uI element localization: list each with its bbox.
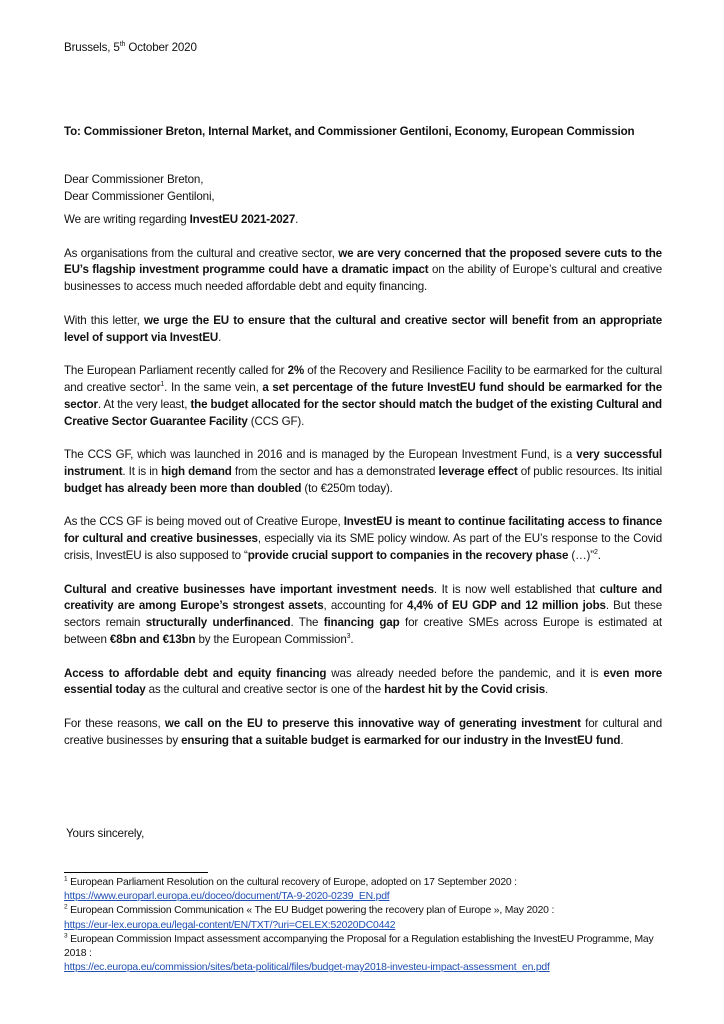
text: .	[295, 213, 299, 226]
bold-text: hardest hit by the Covid crisis	[384, 683, 545, 697]
text: . It is in	[122, 464, 162, 478]
paragraph-investeu-role	[64, 514, 662, 564]
text: (CCS GF).	[247, 414, 305, 428]
paragraph-access-financing	[64, 666, 662, 700]
bold-text: we are very concerned that the proposed severe cuts to the EU’s flagship investment programme could have a dramatic impact	[64, 246, 662, 277]
text: of the Recovery and Resilience Facility to be earmarked for the cultural and creative sector	[64, 364, 662, 394]
text: With this letter,	[64, 313, 144, 327]
text: of public resources. Its initial	[517, 464, 662, 478]
text: . At the very least,	[97, 397, 191, 411]
footnote-3	[64, 933, 662, 976]
date-ordinal: th	[119, 41, 126, 49]
text: .	[620, 733, 624, 747]
footnote-separator	[64, 872, 208, 873]
footnote-ref-3[interactable]: 3	[346, 633, 351, 641]
text: .	[545, 683, 549, 697]
text: was already needed before the pandemic, and it is	[326, 666, 604, 680]
footnote-ref-2[interactable]: 2	[593, 549, 598, 557]
footnote-2	[64, 904, 662, 932]
bold-text: budget has already been more than doubled	[64, 481, 302, 495]
footnote-text: European Parliament Resolution on the cultural recovery of Europe, adopted on 17 September 2020 :	[67, 877, 517, 888]
text: As the CCS GF is being moved out of Creative Europe,	[64, 515, 344, 529]
footnote-number: 2	[64, 903, 68, 911]
date-text-suffix: October 2020	[125, 41, 197, 54]
footnote-ref-1[interactable]: 1	[160, 381, 165, 389]
bold-text: financing gap	[323, 616, 400, 630]
footnote-link[interactable]: https://ec.europa.eu/commission/sites/beta-political/files/budget-may2018-investeu-impact-assessment_en.pdf	[64, 962, 550, 974]
bold-text: 4,4% of EU GDP and 12 million jobs	[407, 599, 606, 613]
footnote-text: European Commission Impact assessment accompanying the Proposal for a Regulation establishing the InvestEU Programme, May 2018 :	[64, 933, 654, 960]
bold-text: high demand	[161, 464, 232, 478]
text: from the sector and has a demonstrated	[231, 464, 439, 478]
text: As organisations from the cultural and creative sector,	[64, 246, 339, 260]
salutation-line-2: Dear Commissioner Gentiloni,	[64, 189, 215, 203]
paragraph-parliament	[64, 363, 662, 430]
footnotes	[64, 876, 662, 975]
text: by the European Commission	[195, 632, 347, 646]
text: . But these sectors remain	[64, 599, 662, 630]
text: (to €250m today).	[301, 481, 393, 495]
text: . In the same vein,	[164, 380, 263, 394]
paragraph-investment-needs	[64, 582, 662, 649]
text: .	[350, 632, 354, 646]
text: . It is now well established that	[433, 582, 600, 596]
text: , especially via its SME policy window. As part of the EU’s response to the Covid crisis, InvestEU is also supposed to “	[64, 532, 663, 562]
text: We are writing regarding	[64, 213, 190, 226]
text: (…)”	[568, 548, 594, 562]
footnote-text: European Commission Communication « The EU Budget powering the recovery plan of Europe », May 2020 :	[67, 905, 555, 917]
text: .	[597, 548, 601, 562]
bold-text: Cultural and creative businesses have important investment needs	[64, 582, 434, 596]
text: , accounting for	[323, 599, 408, 613]
closing: Yours sincerely,	[66, 827, 145, 840]
letter-body	[64, 212, 662, 766]
text: .	[218, 330, 222, 344]
bold-text: 2%	[287, 364, 305, 378]
paragraph-ccs-gf	[64, 447, 662, 497]
text: on the ability of Europe’s cultural and creative businesses to access much needed affordable debt and equity financing.	[64, 263, 662, 294]
bold-text: we urge the EU to ensure that the cultural and creative sector will benefit from an appropriate level of support via InvestEU	[64, 313, 662, 344]
bold-text: the budget allocated for the sector should match the budget of the existing Cultural and Creative Sector Guarantee Facility	[64, 397, 662, 428]
text: as the cultural and creative sector is one of the	[145, 683, 385, 697]
bold-text: InvestEU 2021-2027	[189, 213, 296, 226]
text: for cultural and creative businesses by	[64, 716, 662, 747]
salutation-line-1: Dear Commissioner Breton,	[64, 173, 204, 186]
bold-text: InvestEU is meant to continue facilitating access to finance for cultural and creative businesses	[64, 515, 662, 546]
paragraph-urge	[64, 313, 662, 347]
bold-text: even more essential today	[64, 666, 662, 697]
bold-text: Access to affordable debt and equity financing	[64, 666, 327, 680]
text: . The	[290, 616, 324, 630]
bold-text: very successful instrument	[64, 448, 663, 478]
bold-text: we call on the EU to preserve this innovative way of generating investment	[164, 716, 581, 730]
footnote-link[interactable]: https://www.europarl.europa.eu/doceo/document/TA-9-2020-0239_EN.pdf	[64, 891, 390, 903]
bold-text: provide crucial support to companies in the recovery phase	[247, 548, 569, 562]
recipient-text: To: Commissioner Breton, Internal Market, and Commissioner Gentiloni, Economy, European Commission	[64, 125, 635, 138]
footnote-1	[64, 876, 662, 904]
footnote-number: 1	[64, 875, 68, 883]
recipient-line	[64, 124, 662, 141]
paragraph-subject	[64, 212, 662, 229]
paragraph-call-to-action	[64, 716, 662, 750]
text: for creative SMEs across Europe is estimated at between	[64, 616, 662, 646]
bold-text: structurally underfinanced	[145, 616, 291, 630]
bold-text: a set percentage of the future InvestEU fund should be earmarked for the sector	[64, 380, 662, 411]
date-text: Brussels, 5	[64, 41, 120, 54]
footnote-number: 3	[64, 932, 68, 940]
bold-text: €8bn and €13bn	[109, 632, 196, 646]
paragraph-concern	[64, 246, 662, 296]
text: The CCS GF, which was launched in 2016 and is managed by the European Investment Fund, is a	[64, 448, 577, 462]
text: The European Parliament recently called for	[64, 364, 288, 378]
salutation	[64, 172, 214, 206]
bold-text: culture and creativity are among Europe’s strongest assets	[64, 582, 662, 613]
footnote-link[interactable]: https://eur-lex.europa.eu/legal-content/EN/TXT/?uri=CELEX:52020DC0442	[64, 919, 396, 931]
letter-date	[64, 40, 197, 57]
bold-text: ensuring that a suitable budget is earmarked for our industry in the InvestEU fund	[181, 733, 621, 747]
text: For these reasons,	[64, 716, 165, 730]
bold-text: leverage effect	[438, 464, 518, 478]
